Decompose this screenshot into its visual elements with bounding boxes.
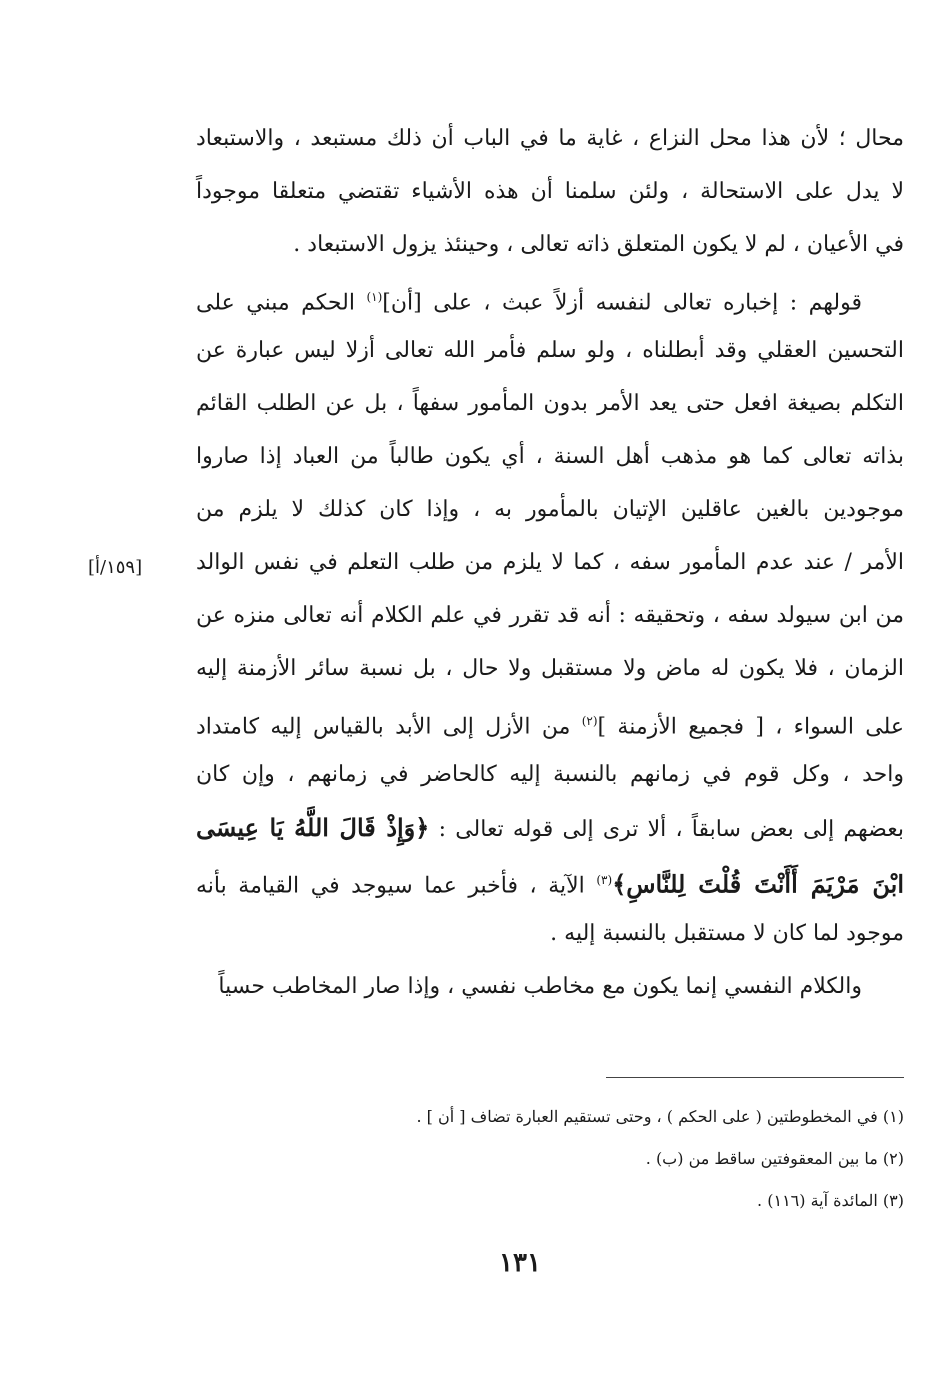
footnote-ref: (١) (366, 290, 383, 304)
text-fragment: الآية ، فأخبر عما سيوجد في القيامة بأنه (196, 873, 597, 899)
text-line (196, 695, 904, 748)
text-line (196, 801, 904, 854)
text-line: من ابن سيولد سفه ، وتحقيقه : أنه قد تقرر في علم الكلام أنه تعالى منزه عن (196, 603, 904, 628)
text-line (196, 271, 904, 324)
text-line: لا يدل على الاستحالة ، ولئن سلمنا أن هذه الأشياء تقتضي متعلقا موجوداً (196, 179, 904, 204)
text-line: الزمان ، فلا يكون له ماض ولا مستقبل ولا حال ، بل نسبة سائر الأزمنة إليه (196, 656, 904, 681)
footnote: (٢) ما بين المعقوفتين ساقط من (ب) . (645, 1149, 904, 1168)
text-line (196, 854, 904, 907)
text-line: والكلام النفسي إنما يكون مع مخاطب نفسي ، وإذا صار المخاطب حسياً (218, 974, 862, 999)
footnote: (٣) المائدة آية (١١٦) . (757, 1191, 904, 1210)
text-fragment: الحكم مبني على (196, 290, 367, 316)
text-line: في الأعيان ، لم لا يكون المتعلق ذاته تعالى ، وحينئذ يزول الاستبعاد . (293, 232, 904, 257)
text-fragment: قولهم : إخباره تعالى لنفسه أزلاً عبث ، على [أن] (382, 290, 862, 316)
text-line: موجود لما كان لا مستقبل بالنسبة إليه . (550, 921, 904, 946)
text-fragment: بعضهم إلى بعض سابقاً ، ألا ترى إلى قوله تعالى : (429, 817, 904, 842)
footnote-ref: (٢) (581, 714, 598, 728)
text-fragment: من الأزل إلى الأبد بالقياس إليه كامتداد (196, 714, 582, 740)
text-line: واحد ، وكل قوم في زمانهم بالنسبة إليه كالحاضر في زمانهم ، وإن كان (196, 762, 904, 787)
text-fragment: على السواء ، [ فجميع الأزمنة ] (597, 714, 904, 740)
text-line: موجودين بالغين عاقلين الإتيان بالمأمور به ، وإذا كان كذلك لا يلزم من (196, 497, 904, 522)
footnote: (١) في المخطوطتين ( على الحكم ) ، وحتى تستقيم العبارة تضاف [ أن ] . (416, 1107, 904, 1126)
page-number: ١٣١ (499, 1248, 541, 1278)
text-line: الأمر / عند عدم المأمور سفه ، كما لا يلزم من طلب التعلم في نفس الوالد (196, 550, 904, 575)
footnote-divider (606, 1077, 904, 1078)
text-line: التكلم بصيغة افعل حتى يعد الأمر بدون المأمور سفهاً ، بل عن الطلب القائم (196, 391, 904, 416)
main-text (196, 112, 904, 1013)
text-line: التحسين العقلي وقد أبطلناه ، ولو سلم فأمر الله تعالى أزلا ليس عبارة عن (196, 338, 904, 363)
quran-quote: ابْنَ مَرْيَمَ أَأَنْتَ قُلْتَ لِلنَّاسِ﴾ (612, 869, 904, 899)
text-line: بذاته تعالى كما هو مذهب أهل السنة ، أي يكون طالباً من العباد إذا صاروا (196, 444, 904, 469)
footnote-ref: (٣) (596, 873, 613, 887)
manuscript-folio-marker: [١٥٩/أ] (88, 557, 143, 578)
text-line: محال ؛ لأن هذا محل النزاع ، غاية ما في الباب أن ذلك مستبعد ، والاستبعاد (196, 126, 904, 151)
footnotes (196, 1096, 904, 1222)
quran-quote: ﴿وَإِذْ قَالَ اللَّهُ يَا عِيسَى (196, 813, 430, 842)
